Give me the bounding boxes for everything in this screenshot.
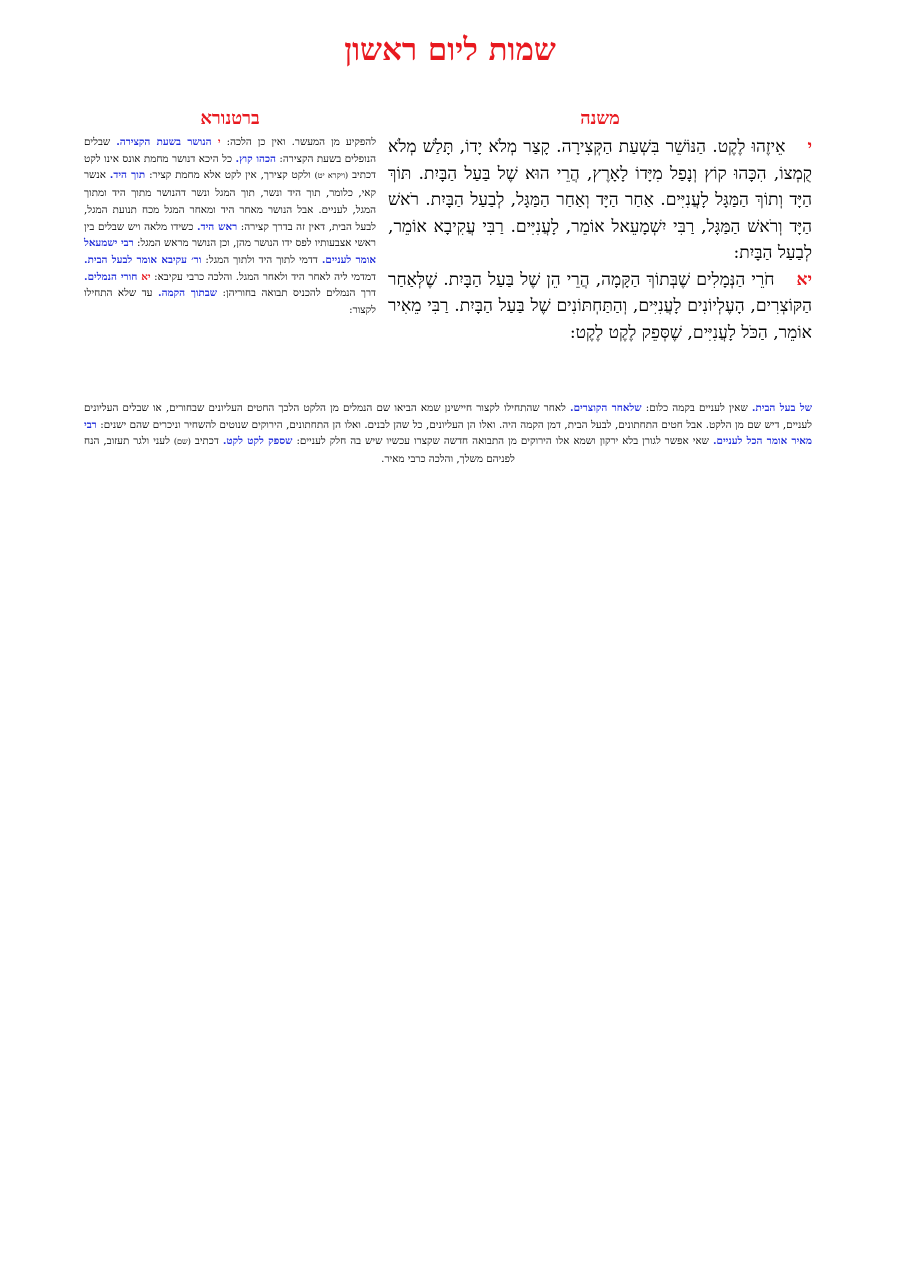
commentary-text: דכתיב <box>190 435 223 448</box>
commentary-keyword: ור׳ עקיבא אומר לבעל הבית. <box>84 253 202 266</box>
commentary-keyword: חורי הנמלים. <box>84 270 142 283</box>
commentary-keyword: תוך היד. <box>109 169 146 182</box>
mishnah-text: חֹרֵי הַנְּמָלִים שֶׁבְּתוֹךְ הַקָּמָה, הֲרֵי הֵן שֶׁל בַּעַל הַבָּיִת. שֶׁלְּאַחַר הַקּוֹצְרִים, הָעֶלְיוֹנִים לָעֲנִיִּים, וְהַתַּחְתּוֹנִים שֶׁל בַּעַל הַבָּיִת. רַבִּי מֵאִיר אוֹמֵר, הַכֹּל לָעֲנִיִּים, שֶׁסְּפֵק לֶקֶט לֶקֶט: <box>388 269 812 343</box>
commentary-text: כשידו מלאה ויש שבלים בין ראשי אצבעותיו לפס ידו הנושר מהן, וכן הנושר מראש המגל: <box>84 220 376 250</box>
mishnah-number: יא <box>796 269 812 290</box>
verse-reference: (ויקרא יט) <box>314 171 349 181</box>
bartenura-heading: ברטנורא <box>200 108 260 129</box>
mishnah-column <box>388 134 812 346</box>
commentary-number: י <box>217 136 221 148</box>
commentary-text: ולקט קצירך, אין לקט אלא מחמת קציר: <box>145 169 315 182</box>
commentary-keyword: רבי ישמעאל אומר לעניים. <box>84 237 376 266</box>
commentary-text: אנשר קאי, כלומר, תוך היד ונשר, תוך המגל ונשר דהנושר מתוך היד ומתוך המגל, לעניים. אבל הנושר מאחר היד ומאחר המגל מכח תנועת המגל, לבעל הבית, דאין זה בדרך קצירה: <box>84 169 376 233</box>
bartenura-continuation <box>84 400 812 468</box>
commentary-number: יא <box>141 270 151 283</box>
bartenura-column <box>84 134 376 319</box>
commentary-text: שאי אפשר לגורן בלא ירקון ושמא אלו הירוקים מן התבואה חדשה שקצרו עכשיו שיש בה חלק לעניים: <box>292 435 713 448</box>
commentary-text: לאחר שהתחילו לקצור חיישינן שמא הביאו שם הנמלים מן הלקט הלכך החטים העליונים שבחורים, או שבלים העליונים לעניים, דיש שם מן הלקט. אבל חטים התחתונים, לבעל הבית, דמן הקמה היה. ואלו הן העליונים, כל שהן לבנים. ואלו הן התחתונים, הירוקים שנוטים להשחיר וניכרים שהם ישנים: <box>84 402 812 431</box>
commentary-keyword: שלאחר הקוצרים. <box>570 402 642 414</box>
commentary-text: להפקיע מן המעשר. ואין כן הלכה: <box>220 136 377 148</box>
commentary-keyword: של בעל הבית. <box>751 402 812 414</box>
commentary-keyword: שבתוך הקמה. <box>157 287 218 300</box>
commentary-keyword: הנושר בשעת הקצירה. <box>116 136 218 148</box>
verse-reference: (שם) <box>173 437 191 447</box>
commentary-keyword: שספק לקט לקט. <box>222 435 293 448</box>
mishnah-heading: משנה <box>580 108 620 129</box>
commentary-text: לעני ולגר תעזוב, הנח לפניהם משלך, והלכה כרבי מאיר. <box>84 435 515 466</box>
commentary-keyword: רבי מאיר אומר הכל לעניים. <box>84 418 813 448</box>
commentary-text: שאין לעניים בקמה כלום: <box>641 402 752 414</box>
mishnah-paragraph-11 <box>388 267 812 347</box>
commentary-text: כל היכא דנושר מחמת אונס אינו לקט דכתיב <box>84 152 377 182</box>
commentary-text: דמדמי ליה לאחר היד ולאחר המגל. והלכה כרבי עקיבא: <box>150 270 376 283</box>
commentary-text: עד שלא התחילו לקצור: <box>84 287 376 317</box>
commentary-keyword: הכהו קוץ. <box>235 152 276 165</box>
commentary-text: שבלים הנופלים בשעת הקצירה: <box>84 136 376 165</box>
commentary-keyword: ראש היד. <box>197 220 238 233</box>
commentary-text: דרך הנמלים להכניס תבואה בחוריהן: <box>217 287 377 300</box>
commentary-text: דדמי לתוך היד ולתוך המגל: <box>201 253 322 266</box>
mishnah-number: י <box>807 137 812 157</box>
mishnah-paragraph-10 <box>388 134 812 267</box>
page-title: שמות ליום ראשון <box>344 32 556 68</box>
mishnah-text: אֵיזֶהוּ לֶקֶט. הַנּוֹשֵׁר בִּשְׁעַת הַקְּצִירָה. קָצַר מְלֹא יָדוֹ, תָּלַשׁ מְלֹא קֻמְצוֹ, הִכָּהוּ קוֹץ וְנָפַל מִיָּדוֹ לָאָרֶץ, הֲרֵי הוּא שֶׁל בַּעַל הַבָּיִת. תּוֹךְ הַיָּד וְתוֹךְ הַמַּגָּל לָעֲנִיִּים. אַחַר הַיָּד וְאַחַר הַמַּגָּל, לְבַעַל הַבָּיִת. רֹאשׁ הַיָּד וְרֹאשׁ הַמַּגָּל, רַבִּי יִשְׁמָעֵאל אוֹמֵר, לָעֲנִיִּים. רַבִּי עֲקִיבָא אוֹמֵר, לְבַעַל הַבָּיִת: <box>388 137 812 263</box>
